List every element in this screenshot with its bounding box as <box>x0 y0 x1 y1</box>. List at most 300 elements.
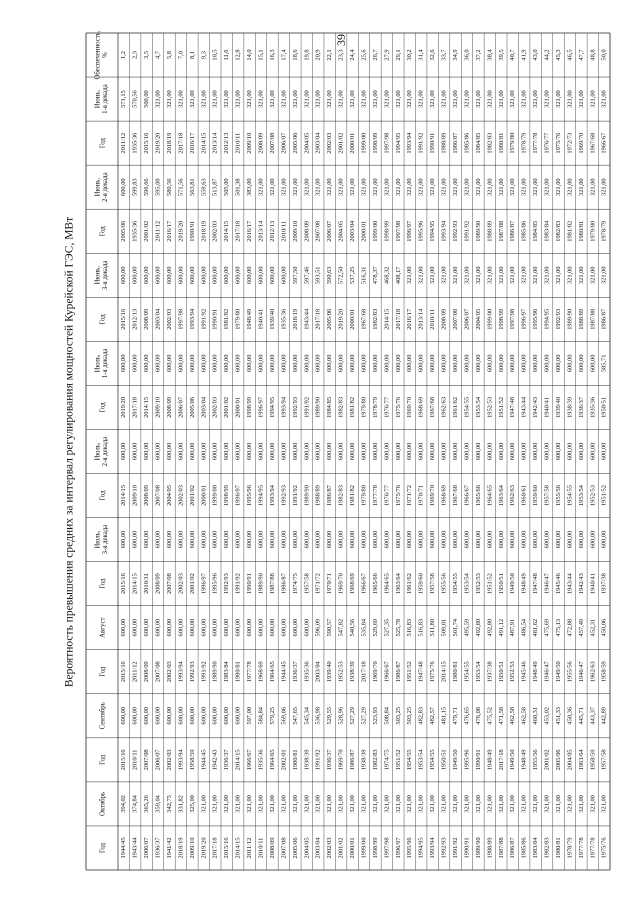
table-cell: 321,00 <box>589 795 597 813</box>
table-cell: 1935/36 <box>131 132 139 154</box>
table-cell: 600,00 <box>303 354 311 373</box>
table-cell: 9,3 <box>200 51 208 60</box>
table-cell: 321,00 <box>532 90 540 108</box>
table-cell: 321,00 <box>451 266 459 285</box>
table-header-cell: Июль,2-я декада <box>94 436 110 467</box>
table-cell: 600,00 <box>120 178 128 196</box>
table-cell: 1999/00 <box>360 132 368 154</box>
table-header-cell: Август <box>99 617 107 638</box>
table-cell: 600,00 <box>234 618 242 637</box>
table-cell: 491,12 <box>497 618 505 637</box>
table-cell: 1976/77 <box>383 396 391 418</box>
table-cell: 1952/53 <box>509 661 517 683</box>
table-cell: 37,2 <box>474 49 482 61</box>
table-cell: 600,00 <box>394 354 402 373</box>
table-cell: 600,00 <box>360 442 368 461</box>
table-cell: 600,00 <box>474 354 482 373</box>
table-cell: 1957/58 <box>600 749 608 771</box>
table-cell: 15,1 <box>257 49 265 61</box>
table-cell: 10,5 <box>211 49 219 61</box>
table-cell: 600,00 <box>314 530 322 549</box>
table-cell: 600,00 <box>154 266 162 285</box>
table-cell: 321,00 <box>280 178 288 196</box>
table-cell: 1954/55 <box>463 396 471 418</box>
table-cell: 321,00 <box>371 795 379 813</box>
table-cell: 321,00 <box>337 795 345 813</box>
table-cell: 2007/08 <box>268 132 276 154</box>
table-cell: 321,00 <box>463 178 471 196</box>
table-cell: 1979/80 <box>509 132 517 154</box>
table-cell: 547,65 <box>291 707 299 725</box>
table-cell: 1943/44 <box>303 308 311 330</box>
table-cell: 321,00 <box>417 795 425 813</box>
table-cell: 1957/58 <box>429 573 437 595</box>
table-cell: 321,00 <box>554 795 562 813</box>
table-cell: 1954/55 <box>463 661 471 683</box>
table-cell: 16,3 <box>268 49 276 61</box>
table-cell: 1985/86 <box>520 837 528 859</box>
table-cell: 1953/54 <box>474 396 482 418</box>
table-cell: 516,83 <box>406 618 414 637</box>
table-cell: 2017/18 <box>211 837 219 859</box>
table-cell: 2018/19 <box>200 220 208 242</box>
table-cell: 482,83 <box>417 707 425 725</box>
table-cell: 321,00 <box>291 178 299 196</box>
table-cell: 321,00 <box>326 90 334 108</box>
table-cell: 365,26 <box>143 795 151 813</box>
table-cell: 1992/93 <box>223 573 231 595</box>
table-cell: 1985/86 <box>520 220 528 242</box>
table-cell: 1989/90 <box>314 396 322 418</box>
table-cell: 1975/76 <box>394 485 402 507</box>
table-cell: 1960/61 <box>520 485 528 507</box>
table-cell: 1988/89 <box>314 485 322 507</box>
table-header-cell: Год <box>99 842 107 853</box>
table-cell: 2014/15 <box>223 220 231 242</box>
table-cell: 1946/47 <box>543 573 551 595</box>
table-cell: 1997/98 <box>509 308 517 330</box>
table-cell: 2012/13 <box>131 308 139 330</box>
table-cell: 600,00 <box>131 707 139 725</box>
table-cell: 600,00 <box>200 442 208 461</box>
table-cell: 1948/49 <box>520 749 528 771</box>
table-cell: 2001/02 <box>337 837 345 859</box>
table-cell: 600,00 <box>554 354 562 373</box>
table-cell: 1976/77 <box>543 132 551 154</box>
table-cell: 321,00 <box>497 90 505 108</box>
table-cell: 321,00 <box>577 178 585 196</box>
table-cell: 1986/87 <box>451 132 459 154</box>
table-cell: 321,00 <box>268 90 276 108</box>
table-cell: 1944/45 <box>120 837 128 859</box>
table-cell: 342,75 <box>165 795 173 813</box>
table-cell: 1991/92 <box>234 573 242 595</box>
table-cell: 1980/81 <box>234 661 242 683</box>
table-cell: 1968/69 <box>257 661 265 683</box>
table-cell: 321,00 <box>406 178 414 196</box>
table-cell: 600,00 <box>223 707 231 725</box>
table-cell: 1969/70 <box>337 749 345 771</box>
table-cell: 38,4 <box>486 49 494 61</box>
table-cell: 1977/78 <box>532 132 540 154</box>
table-cell: 2000/01 <box>349 837 357 859</box>
table-cell: 321,00 <box>474 795 482 813</box>
table-cell: 1998/99 <box>383 220 391 242</box>
table-cell: 2010/11 <box>257 837 265 859</box>
table-cell: 1993/94 <box>429 837 437 859</box>
table-cell: 2010/11 <box>429 308 437 330</box>
table-cell: 321,00 <box>268 178 276 196</box>
table-cell: 2018/19 <box>165 132 173 154</box>
table-cell: 321,00 <box>509 266 517 285</box>
table-cell: 2008/09 <box>143 308 151 330</box>
table-cell: 1969/70 <box>337 573 345 595</box>
table-cell: 321,00 <box>429 266 437 285</box>
table-cell: 1985/86 <box>463 132 471 154</box>
table-cell: 383,00 <box>246 178 254 196</box>
table-cell: 1968/69 <box>349 573 357 595</box>
table-cell: 321,00 <box>406 90 414 108</box>
table-cell: 600,00 <box>589 354 597 373</box>
table-cell: 1959/60 <box>417 573 425 595</box>
table-cell: 600,00 <box>394 530 402 549</box>
table-cell: 1935/36 <box>280 308 288 330</box>
table-cell: 1977/78 <box>577 837 585 859</box>
table-cell: 374,84 <box>131 795 139 813</box>
table-cell: 600,00 <box>154 618 162 637</box>
table-cell: 600,00 <box>497 354 505 373</box>
table-cell: 1979/80 <box>234 308 242 330</box>
table-cell: 600,00 <box>326 530 334 549</box>
table-cell: 2009/10 <box>291 220 299 242</box>
table-cell: 321,00 <box>314 178 322 196</box>
table-cell: 600,00 <box>234 530 242 549</box>
table-cell: 1993/94 <box>440 220 448 242</box>
table-cell: 600,00 <box>291 354 299 373</box>
table-cell: 1939/40 <box>326 661 334 683</box>
table-cell: 2006/07 <box>143 837 151 859</box>
table-cell: 600,00 <box>165 707 173 725</box>
table-cell: 1986/87 <box>509 220 517 242</box>
table-cell: 600,00 <box>303 618 311 637</box>
table-cell: 2012/13 <box>223 132 231 154</box>
table-cell: 600,00 <box>303 442 311 461</box>
table-cell: 1998/99 <box>371 132 379 154</box>
table-cell: 600,00 <box>120 618 128 637</box>
table-cell: 1994/95 <box>257 485 265 507</box>
table-cell: 321,00 <box>429 90 437 108</box>
table-cell: 1987/88 <box>268 573 276 595</box>
table-cell: 2001/02 <box>188 485 196 507</box>
table-cell: 1994/95 <box>429 220 437 242</box>
table-cell: 1980/81 <box>451 661 459 683</box>
table-cell: 600,00 <box>188 442 196 461</box>
table-cell: 572,50 <box>337 266 345 285</box>
table-cell: 12,8 <box>234 49 242 61</box>
table-cell: 478,37 <box>371 266 379 285</box>
table-cell: 600,00 <box>463 354 471 373</box>
table-cell: 2017/18 <box>314 308 322 330</box>
table-cell: 321,00 <box>246 90 254 108</box>
table-cell: 452,31 <box>589 618 597 637</box>
table-cell: 529,55 <box>326 707 334 725</box>
table-cell: 1950/51 <box>600 396 608 418</box>
table-cell: 2005/06 <box>554 749 562 771</box>
table-cell: 321,00 <box>566 795 574 813</box>
table-cell: 508,84 <box>383 707 391 725</box>
table-header-cell: Июнь,2-я декада <box>94 172 110 203</box>
table-cell: 600,00 <box>246 354 254 373</box>
table-cell: 1968/69 <box>440 485 448 507</box>
table-cell: 600,00 <box>371 442 379 461</box>
table-cell: 321,00 <box>486 178 494 196</box>
table-cell: 1989/90 <box>303 485 311 507</box>
table-cell: 2018/19 <box>177 837 185 859</box>
table-cell: 442,89 <box>600 707 608 725</box>
table-cell: 2009/10 <box>246 132 254 154</box>
table-cell: 2005/06 <box>291 837 299 859</box>
table-cell: 321,00 <box>268 795 276 813</box>
table-cell: 2003/04 <box>154 308 162 330</box>
table-cell: 1935/36 <box>303 661 311 683</box>
table-cell: 321,00 <box>280 795 288 813</box>
table-cell: 2015/16 <box>120 749 128 771</box>
table-cell: 1937/38 <box>486 661 494 683</box>
table-cell: 600,00 <box>177 442 185 461</box>
table-cell: 321,00 <box>223 90 231 108</box>
table-cell: 2007/08 <box>314 220 322 242</box>
table-cell: 475,52 <box>486 707 494 725</box>
table-cell: 321,00 <box>165 90 173 108</box>
table-cell: 600,00 <box>474 442 482 461</box>
table-cell: 2007/08 <box>154 661 162 683</box>
table-cell: 600,00 <box>177 266 185 285</box>
table-cell: 527,35 <box>383 618 391 637</box>
table-cell: 600,00 <box>440 354 448 373</box>
table-header-cell: Октябрь <box>99 791 107 816</box>
table-cell: 593,51 <box>314 266 322 285</box>
table-header-cell: Год <box>99 226 107 237</box>
table-cell: 2011/12 <box>246 837 254 859</box>
table-cell: 600,00 <box>303 530 311 549</box>
table-cell: 1990/91 <box>429 132 437 154</box>
table-cell: 1996/97 <box>394 837 402 859</box>
table-cell: 580,56 <box>165 178 173 196</box>
table-cell: 600,00 <box>211 618 219 637</box>
table-cell: 321,00 <box>406 795 414 813</box>
table-cell: 2014/15 <box>120 485 128 507</box>
table-cell: 1963/64 <box>577 749 585 771</box>
table-cell: 321,00 <box>429 795 437 813</box>
table-cell: 321,00 <box>451 90 459 108</box>
table-cell: 1998/99 <box>223 485 231 507</box>
table-cell: 600,00 <box>349 354 357 373</box>
table-cell: 2011/12 <box>131 661 139 683</box>
table-cell: 2019/20 <box>200 837 208 859</box>
table-cell: 1984/85 <box>532 220 540 242</box>
table-cell: 600,00 <box>509 530 517 549</box>
table-cell: 600,00 <box>223 530 231 549</box>
table-cell: 600,00 <box>177 354 185 373</box>
table-cell: 321,00 <box>257 178 265 196</box>
table-cell: 2010/11 <box>143 573 151 595</box>
table-cell: 2006/07 <box>280 132 288 154</box>
table-cell: 321,00 <box>234 90 242 108</box>
table-cell: 1975/76 <box>429 661 437 683</box>
table-cell: 1999/00 <box>371 220 379 242</box>
table-cell: 2015/16 <box>143 132 151 154</box>
table-cell: 600,00 <box>577 530 585 549</box>
table-cell: 579,25 <box>268 707 276 725</box>
table-cell: 321,00 <box>577 90 585 108</box>
table-cell: 537,25 <box>349 266 357 285</box>
table-cell: 1988/89 <box>486 220 494 242</box>
table-cell: 495,59 <box>463 618 471 637</box>
table-cell: 1978/79 <box>600 220 608 242</box>
table-cell: 32,6 <box>429 49 437 61</box>
table-cell: 2001/02 <box>143 220 151 242</box>
table-cell: 321,00 <box>394 178 402 196</box>
table-cell: 600,00 <box>520 354 528 373</box>
table-cell: 1981/82 <box>223 308 231 330</box>
table-cell: 1935/36 <box>257 749 265 771</box>
table-cell: 2002/03 <box>165 308 173 330</box>
table-cell: 1967/68 <box>360 308 368 330</box>
table-cell: 600,00 <box>211 442 219 461</box>
table-cell: 540,56 <box>349 618 357 637</box>
table-cell: 1986/87 <box>326 485 334 507</box>
table-cell: 600,00 <box>120 707 128 725</box>
table-cell: 600,00 <box>406 442 414 461</box>
table-cell: 600,00 <box>257 266 265 285</box>
table-cell: 597,46 <box>303 266 311 285</box>
table-cell: 1936/37 <box>291 661 299 683</box>
table-cell: 41,9 <box>520 49 528 61</box>
table-cell: 321,00 <box>211 795 219 813</box>
table-cell: 513,87 <box>211 178 219 196</box>
table-cell: 600,00 <box>223 354 231 373</box>
table-cell: 1946/47 <box>543 661 551 683</box>
table-cell: 1961/62 <box>406 573 414 595</box>
table-cell: 600,00 <box>497 530 505 549</box>
table-cell: 2000/01 <box>360 220 368 242</box>
table-cell: 1988/89 <box>577 308 585 330</box>
table-cell: 1986/87 <box>600 308 608 330</box>
table-cell: 2017/18 <box>177 132 185 154</box>
table-cell: 1955/56 <box>566 661 574 683</box>
table-cell: 2002/03 <box>165 661 173 683</box>
table-cell: 321,00 <box>314 90 322 108</box>
table-cell: 1940/41 <box>257 308 265 330</box>
table-cell: 1996/97 <box>406 220 414 242</box>
table-cell: 2019/20 <box>154 132 162 154</box>
table-cell: 563,81 <box>188 178 196 196</box>
table-cell: 2014/15 <box>383 308 391 330</box>
table-cell: 2001/02 <box>223 396 231 418</box>
table-cell: 600,00 <box>406 530 414 549</box>
table-cell: 1998/99 <box>497 308 505 330</box>
table-cell: 40,7 <box>509 49 517 61</box>
table-cell: 1999/00 <box>211 485 219 507</box>
table-cell: 321,00 <box>474 178 482 196</box>
table-cell: 600,00 <box>280 266 288 285</box>
table-cell: 600,00 <box>463 530 471 549</box>
table-cell: 1965/66 <box>371 573 379 595</box>
table-cell: 600,00 <box>120 442 128 461</box>
table-cell: 2015/16 <box>120 573 128 595</box>
table-cell: 48,8 <box>589 49 597 61</box>
table-cell: 600,00 <box>577 354 585 373</box>
table-cell: 1966/67 <box>600 132 608 154</box>
table-cell: 1990/91 <box>246 573 254 595</box>
table-cell: 1939/40 <box>554 396 562 418</box>
table-cell: 596,09 <box>314 618 322 637</box>
table-cell: 2019/20 <box>337 308 345 330</box>
page-number: 39 <box>333 34 348 46</box>
table-cell: 600,00 <box>600 530 608 549</box>
table-cell: 321,00 <box>291 795 299 813</box>
table-cell: 1964/65 <box>486 485 494 507</box>
table-cell: 487,91 <box>509 618 517 637</box>
table-cell: 1965/66 <box>474 485 482 507</box>
table-cell: 600,00 <box>589 442 597 461</box>
table-cell: 600,00 <box>234 354 242 373</box>
table-cell: 321,00 <box>417 90 425 108</box>
table-cell: 1995/96 <box>417 220 425 242</box>
table-cell: 1983/84 <box>223 661 231 683</box>
table-cell: 2010/11 <box>131 749 139 771</box>
table-cell: 46,5 <box>566 49 574 61</box>
table-cell: 2014/15 <box>143 396 151 418</box>
table-cell: 321,00 <box>371 90 379 108</box>
table-cell: 600,00 <box>337 530 345 549</box>
table-cell: 600,00 <box>268 266 276 285</box>
table-cell: 2009/10 <box>131 485 139 507</box>
table-cell: 17,4 <box>280 49 288 61</box>
table-cell: 321,00 <box>543 266 551 285</box>
table-cell: 595,00 <box>154 178 162 196</box>
table-cell: 475,13 <box>554 618 562 637</box>
table-cell: 445,71 <box>577 707 585 725</box>
table-cell: 321,00 <box>360 795 368 813</box>
table-cell: 1953/54 <box>577 485 585 507</box>
table-cell: 1992/93 <box>554 308 562 330</box>
table-cell: 600,00 <box>131 266 139 285</box>
table-cell: 1995/96 <box>246 485 254 507</box>
table-cell: 600,00 <box>349 442 357 461</box>
table-cell: 321,00 <box>520 795 528 813</box>
table-cell: 1984/85 <box>474 132 482 154</box>
table-cell: 559,63 <box>200 178 208 196</box>
table-cell: 2004/05 <box>165 485 173 507</box>
table-cell: 321,00 <box>314 795 322 813</box>
table-cell: 1953/54 <box>463 573 471 595</box>
table-cell: 600,00 <box>326 442 334 461</box>
table-cell: 1980/81 <box>554 837 562 859</box>
table-cell: 321,00 <box>486 266 494 285</box>
table-cell: 1946/47 <box>577 661 585 683</box>
table-cell: 2019/20 <box>120 396 128 418</box>
table-cell: 600,00 <box>268 354 276 373</box>
table-cell: 1949/50 <box>554 661 562 683</box>
table-cell: 1994/95 <box>268 396 276 418</box>
table-cell: 450,36 <box>566 707 574 725</box>
table-cell: 321,00 <box>543 795 551 813</box>
table-cell: 5,8 <box>165 51 173 60</box>
table-cell: 1958/59 <box>589 749 597 771</box>
table-header-cell: Июнь,3-я декада <box>94 260 110 291</box>
table-cell: 536,98 <box>314 707 322 725</box>
